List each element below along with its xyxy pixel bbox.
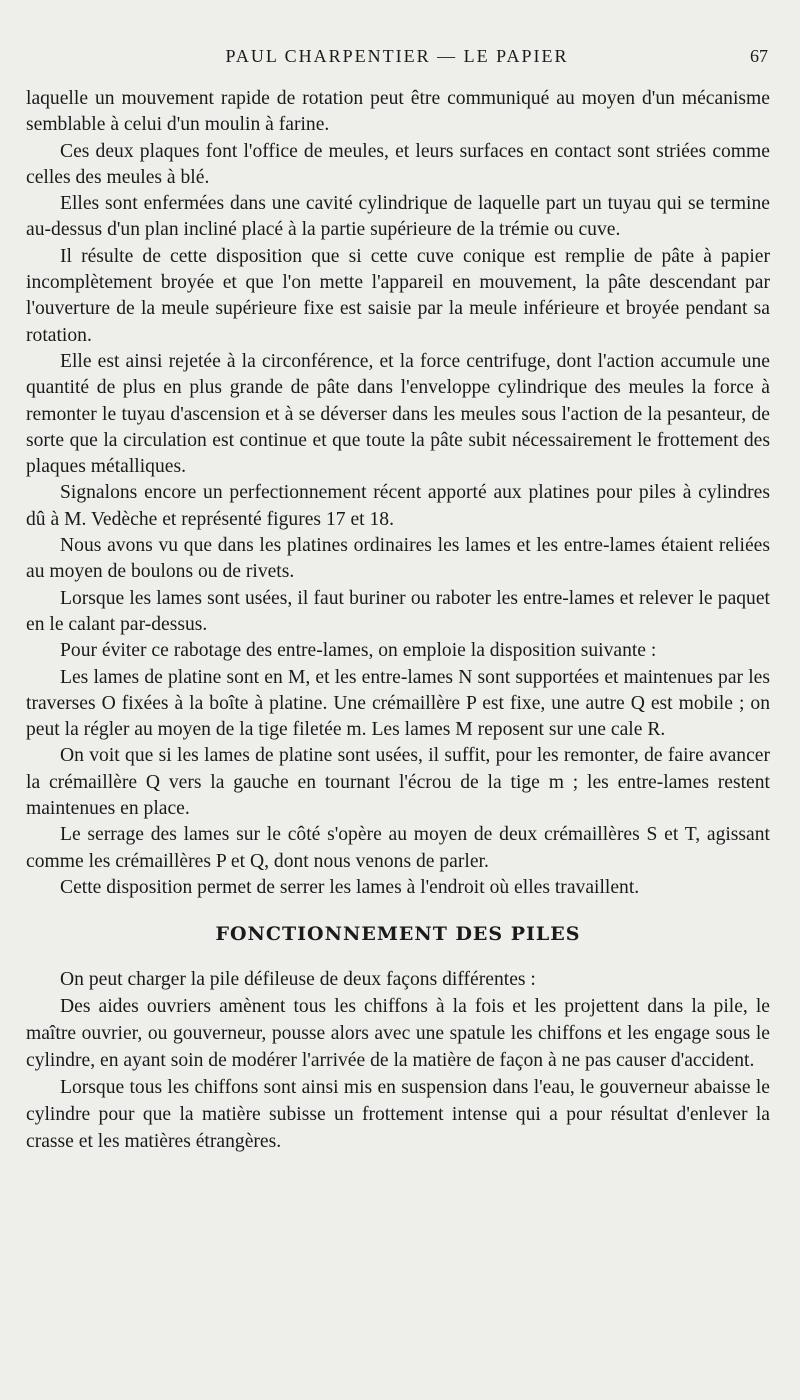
running-head <box>26 46 768 76</box>
paragraph: Nous avons vu que dans les platines ordinaires les lames et les entre-lames étaient reliées au moyen de boulons ou de rivets. <box>26 535 770 583</box>
paragraph: On peut charger la pile défileuse de deux façons différentes : <box>60 968 536 990</box>
paragraph: laquelle un mouvement rapide de rotation peut être communiqué au moyen d'un mécanisme semblable à celui d'un moulin à farine. <box>26 88 770 136</box>
paragraph: Ces deux plaques font l'office de meules, et leurs surfaces en contact sont striées comme celles des meules à blé. <box>26 140 770 188</box>
paragraph: On voit que si les lames de platine sont usées, il suffit, pour les remonter, de faire avancer la crémaillère Q vers la gauche en tournant l'écrou de la tige m ; les entre-lames restent maintenues en place. <box>26 745 770 820</box>
paragraph: Elles sont enfermées dans une cavité cylindrique de laquelle part un tuyau qui se termine au-dessus d'un plan incliné placé à la partie supérieure de la trémie ou cuve. <box>26 193 770 241</box>
paragraph: Lorsque tous les chiffons sont ainsi mis en suspension dans l'eau, le gouverneur abaisse le cylindre pour que la matière subisse un frottement intense qui a pour résultat d'enlever la crasse et les matières étrangères. <box>26 1076 770 1152</box>
body-text <box>26 86 770 1155</box>
section-heading: FONCTIONNEMENT DES PILES <box>215 923 581 946</box>
paragraph: Elle est ainsi rejetée à la circonférence, et la force centrifuge, dont l'action accumule une quantité de plus en plus grande de pâte dans l'enveloppe cylindrique des meules la force à remonter le tuyau d'ascension et à se déverser dans les meules sous l'action de la pesanteur, de sorte que la circulation est continue et que toute la pâte subit nécessairement le frottement des plaques métalliques. <box>26 350 770 478</box>
running-title: PAUL CHARPENTIER — LE PAPIER <box>225 46 569 66</box>
section-text <box>26 966 770 1155</box>
paragraph: Il résulte de cette disposition que si cette cuve conique est remplie de pâte à papier incomplètement broyée et que l'on mette l'appareil en mouvement, la pâte descendant par l'ouverture de la meule supérieure fixe est saisie par la meule inférieure et broyée pendant sa rotation. <box>26 245 770 346</box>
paragraph: Les lames de platine sont en M, et les entre-lames N sont supportées et maintenues par les traverses O fixées à la boîte à platine. Une crémaillère P est fixe, une autre Q est mobile ; on peut la régler au moyen de la tige filetée m. Les lames M reposent sur une cale R. <box>26 666 770 741</box>
paragraph: Cette disposition permet de serrer les lames à l'endroit où elles travaillent. <box>60 876 640 898</box>
paragraph: Signalons encore un perfectionnement récent apporté aux platines pour piles à cylindres dû à M. Vedèche et représenté figures 17 et 18. <box>26 482 770 530</box>
paragraph: Des aides ouvriers amènent tous les chiffons à la fois et les projettent dans la pile, le maître ouvrier, ou gouverneur, pousse alors avec une spatule les chiffons et les engage sous le cylindre, en ayant soin de modérer l'arrivée de la matière de façon à ne pas causer d'accident. <box>26 995 770 1071</box>
paragraph: Le serrage des lames sur le côté s'opère au moyen de deux crémaillères S et T, agissant comme les crémaillères P et Q, dont nous venons de parler. <box>26 824 770 872</box>
page-number: 67 <box>750 46 768 66</box>
paragraph: Lorsque les lames sont usées, il faut buriner ou raboter les entre-lames et relever le paquet en le calant par-dessus. <box>26 587 770 635</box>
paragraph: Pour éviter ce rabotage des entre-lames, on emploie la disposition suivante : <box>60 640 657 662</box>
